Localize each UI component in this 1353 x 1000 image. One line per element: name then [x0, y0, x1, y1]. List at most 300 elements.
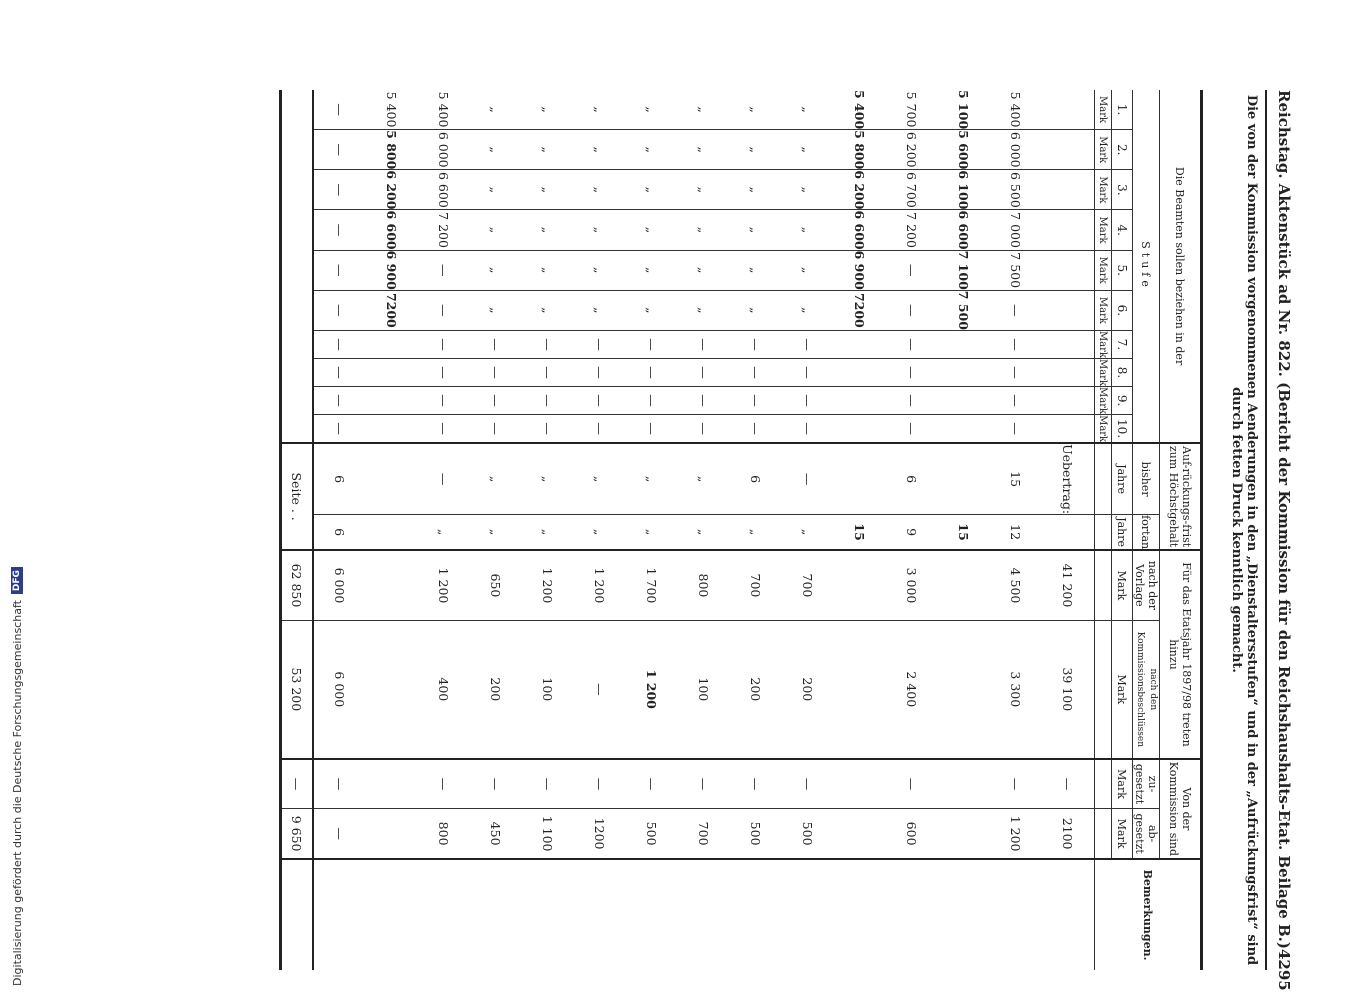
- sum-zu: —: [282, 759, 313, 809]
- vorlage-cell: 4 500: [990, 550, 1042, 620]
- zu-cell: —: [1042, 759, 1095, 809]
- stufe-cell: —: [990, 330, 1042, 358]
- stufe-cell: 7 500: [990, 250, 1042, 290]
- stufe-cell: —: [678, 358, 730, 386]
- stufe-cell: [1042, 290, 1095, 330]
- stufe-cell: [1042, 210, 1095, 250]
- stufe-cell: [366, 387, 418, 415]
- th-mark-zu: Mark: [1112, 759, 1133, 809]
- ab-cell: 700: [678, 809, 730, 859]
- stufe-cell: 5 400: [1008, 91, 1024, 128]
- stufe-cell: —: [782, 387, 834, 415]
- bisher-cell: [834, 443, 886, 514]
- fortan-cell: 15: [938, 515, 990, 551]
- vorlage-cell: 1 700: [626, 550, 678, 620]
- stufe-cell: —: [782, 330, 834, 358]
- stufe-cell: 7 200: [886, 210, 938, 250]
- stufe-cell: „: [678, 210, 730, 250]
- unit-8: Mark: [1095, 358, 1112, 386]
- fortan-cell: „: [470, 515, 522, 551]
- vorlage-cell: [938, 550, 990, 620]
- bemerkung-cell: [313, 859, 366, 970]
- fortan-cell: [366, 515, 418, 551]
- bisher-cell: 6: [313, 443, 366, 514]
- fortan-cell: „: [730, 515, 782, 551]
- stufe-cell: —: [626, 387, 678, 415]
- komm-cell: [834, 620, 886, 759]
- stufe-cell: —: [574, 415, 626, 444]
- stufe-cell: —: [782, 358, 834, 386]
- vorlage-cell: [366, 550, 418, 620]
- stufe-cell: —: [470, 330, 522, 358]
- stufe-cell: —: [313, 415, 366, 444]
- stufe-cell: —: [678, 387, 730, 415]
- sum-ab: 9 650: [282, 809, 313, 859]
- stufe-cell: „: [626, 210, 678, 250]
- fortan-cell: „: [522, 515, 574, 551]
- fortan-cell: 15: [834, 515, 886, 551]
- ab-cell: 2100: [1042, 809, 1095, 859]
- stufe-cell: 5 800: [366, 130, 418, 170]
- stufe-cell: —: [626, 415, 678, 444]
- stufe-cell: „: [522, 170, 574, 210]
- fortan-cell: „: [626, 515, 678, 551]
- sum-blank: [282, 90, 313, 443]
- bisher-cell: „: [574, 443, 626, 514]
- table-row: [626, 90, 678, 970]
- stufe-cell: „: [470, 130, 522, 170]
- table-row: [418, 90, 470, 970]
- table-row: [678, 90, 730, 970]
- stufe-cell: —: [574, 387, 626, 415]
- th-kommission: Von der Kommission sind: [1160, 759, 1201, 859]
- stufe-cell: „: [574, 210, 626, 250]
- stufe-cell: [1042, 358, 1095, 386]
- stufe-cell: „: [522, 210, 574, 250]
- bemerkung-cell: [522, 859, 574, 970]
- stufe-cell: 6 500: [990, 170, 1042, 210]
- col-num-2: 2.: [1112, 130, 1133, 170]
- stufe-cell: 5 400: [384, 91, 400, 128]
- fortan-cell: „: [574, 515, 626, 551]
- stufe-cell: „: [644, 106, 660, 113]
- bemerkung-cell: [366, 859, 418, 970]
- stufe-cell: [834, 358, 886, 386]
- vorlage-cell: 1 200: [418, 550, 470, 620]
- stufe-cell: [1042, 170, 1095, 210]
- bisher-cell: —: [418, 443, 470, 514]
- stufe-cell: 6 200: [886, 130, 938, 170]
- stufe-cell: „: [782, 290, 834, 330]
- stufe-cell: „: [470, 290, 522, 330]
- stufe-cell: —: [886, 250, 938, 290]
- stufe-cell: 6 900: [834, 250, 886, 290]
- col-num-6: 6.: [1112, 290, 1133, 330]
- stufe-cell: [1042, 90, 1095, 130]
- unit-2: Mark: [1095, 130, 1112, 170]
- th-abgesetzt: ab-gesetzt: [1133, 809, 1160, 859]
- bisher-cell: [366, 443, 418, 514]
- stufe-cell: 6 200: [366, 170, 418, 210]
- komm-cell: [938, 620, 990, 759]
- col-num-7: 7.: [1112, 330, 1133, 358]
- stufe-cell: „: [800, 106, 816, 113]
- stufe-cell: „: [730, 250, 782, 290]
- table-row: [990, 90, 1042, 970]
- bemerkung-cell: [626, 859, 678, 970]
- stufe-cell: [834, 387, 886, 415]
- bemerkung-cell: [886, 859, 938, 970]
- stufe-cell: 7 000: [990, 210, 1042, 250]
- stufe-cell: —: [418, 387, 470, 415]
- stufe-cell: „: [574, 130, 626, 170]
- stufe-cell: —: [418, 290, 470, 330]
- page-header: [1229, 90, 1293, 991]
- stufe-cell: „: [678, 250, 730, 290]
- zu-cell: —: [522, 759, 574, 809]
- stufe-cell: —: [418, 415, 470, 444]
- unit-blank-3: [1095, 550, 1112, 620]
- fortan-cell: 9: [886, 515, 938, 551]
- stufe-cell: 5 400: [852, 90, 868, 130]
- stufe-cell: —: [886, 415, 938, 444]
- stufe-cell: 6 200: [834, 170, 886, 210]
- header-title: Reichstag. Aktenstück ad Nr. 822. (Bericht der Kommission für den Reichshaushalts-Etat. Beilage B.): [1275, 90, 1293, 949]
- bemerkung-cell: [1042, 859, 1095, 970]
- stufe-cell: „: [782, 170, 834, 210]
- bemerkung-cell: [574, 859, 626, 970]
- vorlage-cell: 700: [782, 550, 834, 620]
- stufe-cell: —: [470, 415, 522, 444]
- table-row: [470, 90, 522, 970]
- stufe-cell: 6 600: [938, 210, 990, 250]
- fortan-cell: [1042, 515, 1095, 551]
- dfg-credit: [8, 0, 26, 1000]
- th-zugesetzt: zu-gesetzt: [1133, 759, 1160, 809]
- stufe-cell: —: [313, 250, 366, 290]
- bisher-cell: Uebertrag:: [1042, 443, 1095, 514]
- th-bisher: bisher: [1133, 443, 1160, 514]
- stufe-cell: „: [470, 210, 522, 250]
- unit-blank-5: [1095, 759, 1112, 809]
- stufe-cell: —: [990, 290, 1042, 330]
- ab-cell: 500: [626, 809, 678, 859]
- stufe-cell: 6 000: [990, 130, 1042, 170]
- stufe-cell: —: [574, 330, 626, 358]
- stufe-cell: „: [782, 250, 834, 290]
- stufe-cell: —: [678, 330, 730, 358]
- komm-cell: 200: [470, 620, 522, 759]
- komm-cell: 1 200: [626, 620, 678, 759]
- stufe-cell: [1042, 387, 1095, 415]
- unit-3: Mark: [1095, 170, 1112, 210]
- th-fortan: fortan: [1133, 515, 1160, 551]
- th-bemerkungen: Bemerkungen.: [1095, 859, 1201, 970]
- komm-cell: 6 000: [313, 620, 366, 759]
- stufe-cell: —: [522, 415, 574, 444]
- stufe-cell: —: [730, 415, 782, 444]
- stufe-cell: [834, 330, 886, 358]
- stufe-cell: „: [488, 106, 504, 113]
- bisher-cell: —: [782, 443, 834, 514]
- stufe-cell: —: [522, 358, 574, 386]
- stufe-cell: 6 600: [418, 170, 470, 210]
- stufe-cell: —: [418, 330, 470, 358]
- stufe-cell: 5 600: [938, 130, 990, 170]
- stufe-cell: [938, 358, 990, 386]
- sum-row: [282, 90, 313, 970]
- stufe-cell: [366, 330, 418, 358]
- table-row: [522, 90, 574, 970]
- stufe-cell: —: [990, 358, 1042, 386]
- table-row: [730, 90, 782, 970]
- bisher-cell: 15: [990, 443, 1042, 514]
- ab-cell: 1 200: [990, 809, 1042, 859]
- table-body: [282, 90, 1095, 970]
- ab-cell: 600: [886, 809, 938, 859]
- bisher-cell: „: [522, 443, 574, 514]
- stufe-cell: „: [730, 130, 782, 170]
- salary-table: [282, 90, 1200, 970]
- unit-4: Mark: [1095, 210, 1112, 250]
- stufe-cell: „: [470, 170, 522, 210]
- credit-text: Digitalisierung gefördert durch die Deutsche Forschungsgemeinschaft: [10, 600, 24, 986]
- stufe-cell: „: [730, 170, 782, 210]
- zu-cell: —: [730, 759, 782, 809]
- stufe-cell: 7 200: [418, 210, 470, 250]
- bisher-cell: „: [626, 443, 678, 514]
- th-nach-vorlage: nach der Vorlage: [1133, 550, 1160, 620]
- stufe-cell: —: [678, 415, 730, 444]
- table-row: [938, 90, 990, 970]
- stufe-cell: 7 100: [938, 250, 990, 290]
- komm-cell: 200: [730, 620, 782, 759]
- stufe-cell: „: [678, 130, 730, 170]
- komm-cell: 200: [782, 620, 834, 759]
- stufe-cell: [938, 330, 990, 358]
- col-num-9: 9.: [1112, 387, 1133, 415]
- stufe-cell: 7200: [834, 290, 886, 330]
- table-row: [313, 90, 366, 970]
- zu-cell: —: [574, 759, 626, 809]
- col-num-3: 3.: [1112, 170, 1133, 210]
- fortan-cell: 6: [313, 515, 366, 551]
- stufe-cell: „: [730, 210, 782, 250]
- fortan-cell: 12: [990, 515, 1042, 551]
- bemerkung-cell: [470, 859, 522, 970]
- stufe-cell: —: [313, 387, 366, 415]
- bisher-cell: [938, 443, 990, 514]
- stufe-cell: „: [782, 210, 834, 250]
- stufe-cell: 6 600: [366, 210, 418, 250]
- stufe-cell: 7 500: [938, 290, 990, 330]
- unit-blank-2: [1095, 515, 1112, 551]
- stufe-cell: „: [522, 250, 574, 290]
- page-number: 4295: [1275, 949, 1293, 991]
- vorlage-cell: 41 200: [1042, 550, 1095, 620]
- table-row: [366, 90, 418, 970]
- stufe-cell: „: [574, 290, 626, 330]
- th-jahre-bisher: Jahre: [1112, 443, 1133, 514]
- col-num-4: 4.: [1112, 210, 1133, 250]
- bemerkung-cell: [678, 859, 730, 970]
- unit-blank-4: [1095, 620, 1112, 759]
- zu-cell: —: [470, 759, 522, 809]
- unit-1: Mark: [1097, 96, 1109, 124]
- stufe-cell: —: [886, 387, 938, 415]
- zu-cell: [834, 759, 886, 809]
- stufe-cell: 6 700: [886, 170, 938, 210]
- stufe-cell: —: [418, 358, 470, 386]
- sum-label: Seite . .: [282, 443, 313, 550]
- stufe-cell: „: [678, 290, 730, 330]
- stufe-cell: —: [574, 358, 626, 386]
- bisher-cell: 6: [730, 443, 782, 514]
- komm-cell: 2 400: [886, 620, 938, 759]
- fortan-cell: „: [782, 515, 834, 551]
- stufe-cell: [366, 358, 418, 386]
- stufe-cell: „: [782, 130, 834, 170]
- sum-vorlage: 62 850: [282, 550, 313, 620]
- stufe-cell: —: [730, 330, 782, 358]
- table-row: [574, 90, 626, 970]
- stufe-cell: „: [540, 106, 556, 113]
- table-row: [1042, 90, 1095, 970]
- th-etat: Für das Etatsjahr 1897/98 treten hinzu: [1160, 550, 1201, 759]
- header-rule: [1265, 90, 1267, 970]
- stufe-cell: „: [626, 250, 678, 290]
- col-num-10: 10.: [1112, 415, 1133, 444]
- th-jahre-fortan: Jahre: [1112, 515, 1133, 551]
- stufe-cell: „: [592, 106, 608, 113]
- komm-cell: 3 300: [990, 620, 1042, 759]
- stufe-cell: [834, 415, 886, 444]
- stufe-cell: „: [626, 290, 678, 330]
- stufe-cell: —: [313, 170, 366, 210]
- stufe-cell: —: [626, 330, 678, 358]
- th-stufe: Stufe: [1139, 241, 1153, 291]
- stufe-cell: „: [678, 170, 730, 210]
- stufe-cell: „: [730, 290, 782, 330]
- stufe-cell: —: [522, 330, 574, 358]
- ab-cell: [938, 809, 990, 859]
- unit-10: Mark: [1095, 415, 1112, 444]
- ab-cell: 1200: [574, 809, 626, 859]
- zu-cell: —: [418, 759, 470, 809]
- stufe-cell: 7200: [366, 290, 418, 330]
- stufe-cell: —: [886, 330, 938, 358]
- dfg-logo: DFG: [11, 567, 23, 594]
- stufe-cell: —: [313, 358, 366, 386]
- stufe-cell: „: [626, 170, 678, 210]
- stufe-cell: —: [782, 415, 834, 444]
- zu-cell: —: [678, 759, 730, 809]
- komm-cell: 39 100: [1042, 620, 1095, 759]
- col-num-1: 1.: [1115, 103, 1130, 116]
- ab-cell: [366, 809, 418, 859]
- ab-cell: 1 100: [522, 809, 574, 859]
- unit-5: Mark: [1095, 250, 1112, 290]
- sum-komm: 53 200: [282, 620, 313, 759]
- vorlage-cell: 6 000: [313, 550, 366, 620]
- stufe-cell: —: [332, 103, 348, 116]
- unit-blank-1: [1095, 443, 1112, 514]
- header-subtitle: Die von der Kommission vorgenommenen Aenderungen in den „Dienstaltersstufen“ und in der „Aufrückungsfrist“ sind durch fetten Druck kenntlich gemacht.: [1229, 94, 1259, 966]
- col-num-5: 5.: [1112, 250, 1133, 290]
- th-mark-komm: Mark: [1112, 620, 1133, 759]
- stufe-cell: [938, 415, 990, 444]
- stufe-cell: —: [886, 358, 938, 386]
- stufe-cell: —: [313, 290, 366, 330]
- unit-blank-6: [1095, 809, 1112, 859]
- stufe-cell: „: [748, 106, 764, 113]
- stufe-cell: —: [313, 130, 366, 170]
- th-beamten: Die Beamten sollen beziehen in der: [1173, 166, 1187, 366]
- bemerkung-cell: [834, 859, 886, 970]
- vorlage-cell: [834, 550, 886, 620]
- bemerkung-cell: [938, 859, 990, 970]
- stufe-cell: 5 800: [834, 130, 886, 170]
- zu-cell: —: [626, 759, 678, 809]
- main-table-wrapper: [279, 90, 1203, 970]
- vorlage-cell: 650: [470, 550, 522, 620]
- stufe-cell: —: [470, 358, 522, 386]
- ab-cell: 450: [470, 809, 522, 859]
- stufe-cell: —: [470, 387, 522, 415]
- stufe-cell: „: [696, 106, 712, 113]
- stufe-cell: [1042, 250, 1095, 290]
- komm-cell: 100: [522, 620, 574, 759]
- bisher-cell: „: [678, 443, 730, 514]
- zu-cell: [366, 759, 418, 809]
- stufe-cell: —: [990, 387, 1042, 415]
- stufe-cell: —: [626, 358, 678, 386]
- stufe-cell: [938, 387, 990, 415]
- zu-cell: —: [886, 759, 938, 809]
- stufe-cell: 6 600: [834, 210, 886, 250]
- bisher-cell: 6: [886, 443, 938, 514]
- bemerkung-cell: [418, 859, 470, 970]
- bemerkung-cell: [990, 859, 1042, 970]
- stufe-cell: 6 000: [418, 130, 470, 170]
- ab-cell: 500: [730, 809, 782, 859]
- col-num-8: 8.: [1112, 358, 1133, 386]
- unit-6: Mark: [1095, 290, 1112, 330]
- stufe-cell: „: [470, 250, 522, 290]
- stufe-cell: 5 100: [956, 90, 972, 130]
- zu-cell: —: [313, 759, 366, 809]
- stufe-cell: 5 400: [436, 91, 452, 128]
- fortan-cell: „: [678, 515, 730, 551]
- unit-9: Mark: [1095, 387, 1112, 415]
- sum-bemerkung: [282, 859, 313, 970]
- stufe-cell: —: [522, 387, 574, 415]
- stufe-cell: „: [522, 130, 574, 170]
- zu-cell: —: [990, 759, 1042, 809]
- bisher-cell: „: [470, 443, 522, 514]
- vorlage-cell: 1 200: [574, 550, 626, 620]
- stufe-cell: „: [574, 170, 626, 210]
- vorlage-cell: 700: [730, 550, 782, 620]
- th-aufrueckung: Auf-rückungs-frist zum Höchstgehalt: [1160, 443, 1201, 550]
- komm-cell: —: [574, 620, 626, 759]
- stufe-cell: —: [730, 387, 782, 415]
- ab-cell: [834, 809, 886, 859]
- zu-cell: —: [782, 759, 834, 809]
- ab-cell: 800: [418, 809, 470, 859]
- stufe-cell: [366, 415, 418, 444]
- komm-cell: [366, 620, 418, 759]
